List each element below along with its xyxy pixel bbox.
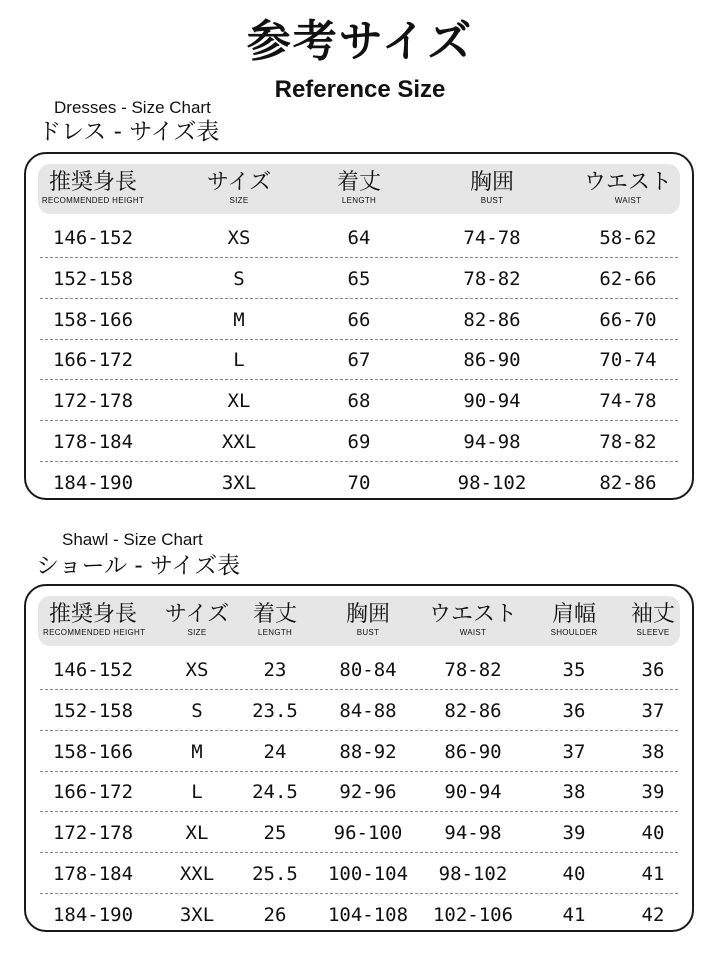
- table-cell: S: [233, 267, 245, 290]
- table-cell: 3XL: [179, 903, 215, 926]
- header-label-en: WAIST: [459, 628, 487, 637]
- table-cell: 25: [263, 822, 287, 845]
- header-label-en: BUST: [356, 628, 380, 637]
- table-cell: 96-100: [333, 822, 403, 845]
- table-cell: 40: [562, 863, 586, 885]
- table-cell: 66: [347, 308, 371, 331]
- table-row: [40, 772, 678, 812]
- dress-header-4: [564, 164, 692, 214]
- dress-header-0: [29, 164, 157, 214]
- table-cell: 104-108: [327, 903, 409, 926]
- table-cell: XL: [185, 822, 209, 845]
- table-row: [40, 732, 678, 772]
- table-cell: 70: [347, 471, 371, 494]
- table-row: [40, 218, 678, 258]
- header-label-jp: 推奨身長: [48, 170, 137, 195]
- table-cell: XXL: [179, 863, 215, 885]
- table-cell: 94-98: [463, 431, 521, 453]
- table-cell: 67: [347, 349, 371, 372]
- table-cell: 78-82: [599, 431, 657, 453]
- table-cell: 172-178: [52, 822, 134, 845]
- table-cell: 152-158: [52, 699, 134, 722]
- table-cell: 90-94: [463, 390, 521, 413]
- table-cell: 78-82: [444, 659, 502, 681]
- table-cell: 102-106: [432, 903, 514, 926]
- dress-header-2: [295, 164, 423, 214]
- table-row: [40, 895, 678, 935]
- table-cell: 69: [347, 431, 371, 453]
- dress-table-header: [38, 164, 680, 214]
- header-label-en: SIZE: [229, 196, 249, 205]
- header-label-jp: 着丈: [336, 170, 381, 195]
- table-cell: 66-70: [599, 308, 657, 331]
- table-row: [40, 854, 678, 894]
- table-cell: 23: [263, 659, 287, 681]
- table-cell: 58-62: [599, 227, 657, 249]
- table-cell: 74-78: [463, 227, 521, 249]
- header-label-en: LENGTH: [341, 196, 377, 205]
- table-cell: XS: [227, 227, 251, 249]
- table-cell: XXL: [221, 431, 257, 453]
- table-cell: 146-152: [52, 659, 134, 681]
- table-cell: 38: [562, 781, 586, 804]
- header-label-jp: ウエスト: [583, 170, 672, 195]
- table-cell: 90-94: [444, 781, 502, 804]
- table-cell: 92-96: [339, 781, 397, 804]
- table-cell: 158-166: [52, 740, 134, 763]
- table-row: [40, 691, 678, 731]
- table-cell: 86-90: [444, 740, 502, 763]
- dress-chart-label-jp: ドレス - サイズ表: [38, 119, 220, 145]
- header-label-en: RECOMMENDED HEIGHT: [43, 628, 146, 637]
- header-label-en: RECOMMENDED HEIGHT: [41, 196, 145, 205]
- table-cell: 82-86: [599, 471, 657, 494]
- shawl-chart-label-en: Shawl - Size Chart: [62, 530, 203, 549]
- table-cell: 94-98: [444, 822, 502, 845]
- table-row: [40, 463, 678, 503]
- header-label-jp: 胸囲: [469, 170, 514, 195]
- header-label-en: BUST: [480, 196, 504, 205]
- table-cell: 166-172: [52, 349, 134, 372]
- table-cell: 158-166: [52, 308, 134, 331]
- table-cell: 38: [641, 740, 665, 763]
- table-cell: 166-172: [52, 781, 134, 804]
- header-label-jp: 肩幅: [551, 602, 596, 627]
- header-label-en: SIZE: [187, 628, 207, 637]
- table-row: [40, 650, 678, 690]
- table-cell: 41: [562, 903, 586, 926]
- dress-size-table: [24, 152, 694, 500]
- table-cell: 70-74: [599, 349, 657, 372]
- table-cell: 42: [641, 903, 665, 926]
- table-cell: 24.5: [252, 781, 298, 804]
- table-cell: 3XL: [221, 471, 257, 494]
- table-cell: 184-190: [52, 903, 134, 926]
- table-cell: 65: [347, 267, 371, 290]
- shawl-chart-label-jp: ショール - サイズ表: [36, 553, 241, 579]
- shawl-size-table: [24, 584, 694, 932]
- table-cell: 39: [562, 822, 586, 845]
- dress-header-3: [428, 164, 556, 214]
- shawl-header-3: [318, 596, 418, 646]
- table-cell: L: [233, 349, 245, 372]
- table-cell: 86-90: [463, 349, 521, 372]
- header-label-jp: サイズ: [164, 602, 230, 627]
- table-cell: 88-92: [339, 740, 397, 763]
- table-cell: L: [191, 781, 203, 804]
- page-subtitle: Reference Size: [274, 76, 446, 103]
- table-row: [40, 813, 678, 853]
- table-row: [40, 422, 678, 462]
- table-cell: 178-184: [52, 431, 134, 453]
- table-cell: 26: [263, 903, 287, 926]
- header-label-jp: サイズ: [206, 170, 272, 195]
- table-cell: M: [191, 740, 203, 763]
- table-cell: 172-178: [52, 390, 134, 413]
- table-cell: 37: [641, 699, 665, 722]
- table-cell: 36: [562, 699, 586, 722]
- table-cell: 35: [562, 659, 586, 681]
- header-label-en: LENGTH: [257, 628, 293, 637]
- table-cell: XS: [185, 659, 209, 681]
- dress-chart-label-en: Dresses - Size Chart: [54, 98, 211, 117]
- table-cell: 41: [641, 863, 665, 885]
- table-cell: 98-102: [438, 863, 508, 885]
- table-cell: 82-86: [444, 699, 502, 722]
- table-cell: 152-158: [52, 267, 134, 290]
- table-cell: 100-104: [327, 863, 409, 885]
- table-row: [40, 340, 678, 380]
- header-label-en: WAIST: [614, 196, 642, 205]
- table-cell: 178-184: [52, 863, 134, 885]
- table-cell: 80-84: [339, 659, 397, 681]
- shawl-header-0: [43, 596, 146, 646]
- table-cell: 40: [641, 822, 665, 845]
- shawl-table-header: [38, 596, 680, 646]
- table-row: [40, 300, 678, 340]
- page-title: 参考サイズ: [246, 16, 474, 67]
- table-cell: 184-190: [52, 471, 134, 494]
- header-label-jp: 胸囲: [345, 602, 390, 627]
- table-cell: 98-102: [457, 471, 527, 494]
- header-label-jp: ウエスト: [428, 602, 517, 627]
- table-cell: 78-82: [463, 267, 521, 290]
- table-cell: 74-78: [599, 390, 657, 413]
- table-cell: 68: [347, 390, 371, 413]
- table-cell: 24: [263, 740, 287, 763]
- header-label-jp: 袖丈: [630, 602, 675, 627]
- dress-header-1: [175, 164, 303, 214]
- table-cell: 84-88: [339, 699, 397, 722]
- table-cell: 64: [347, 227, 371, 249]
- table-cell: 25.5: [252, 863, 298, 885]
- header-label-en: SLEEVE: [636, 628, 670, 637]
- table-cell: 37: [562, 740, 586, 763]
- table-cell: 36: [641, 659, 665, 681]
- table-cell: S: [191, 699, 203, 722]
- table-cell: 146-152: [52, 227, 134, 249]
- table-cell: 23.5: [252, 699, 298, 722]
- shawl-header-4: [423, 596, 523, 646]
- table-cell: M: [233, 308, 245, 331]
- table-cell: 62-66: [599, 267, 657, 290]
- shawl-header-6: [603, 596, 703, 646]
- header-label-jp: 着丈: [252, 602, 297, 627]
- table-cell: 82-86: [463, 308, 521, 331]
- header-label-en: SHOULDER: [550, 628, 598, 637]
- header-label-jp: 推奨身長: [48, 602, 137, 627]
- table-row: [40, 381, 678, 421]
- table-cell: 39: [641, 781, 665, 804]
- table-cell: XL: [227, 390, 251, 413]
- table-row: [40, 259, 678, 299]
- shawl-header-2: [225, 596, 325, 646]
